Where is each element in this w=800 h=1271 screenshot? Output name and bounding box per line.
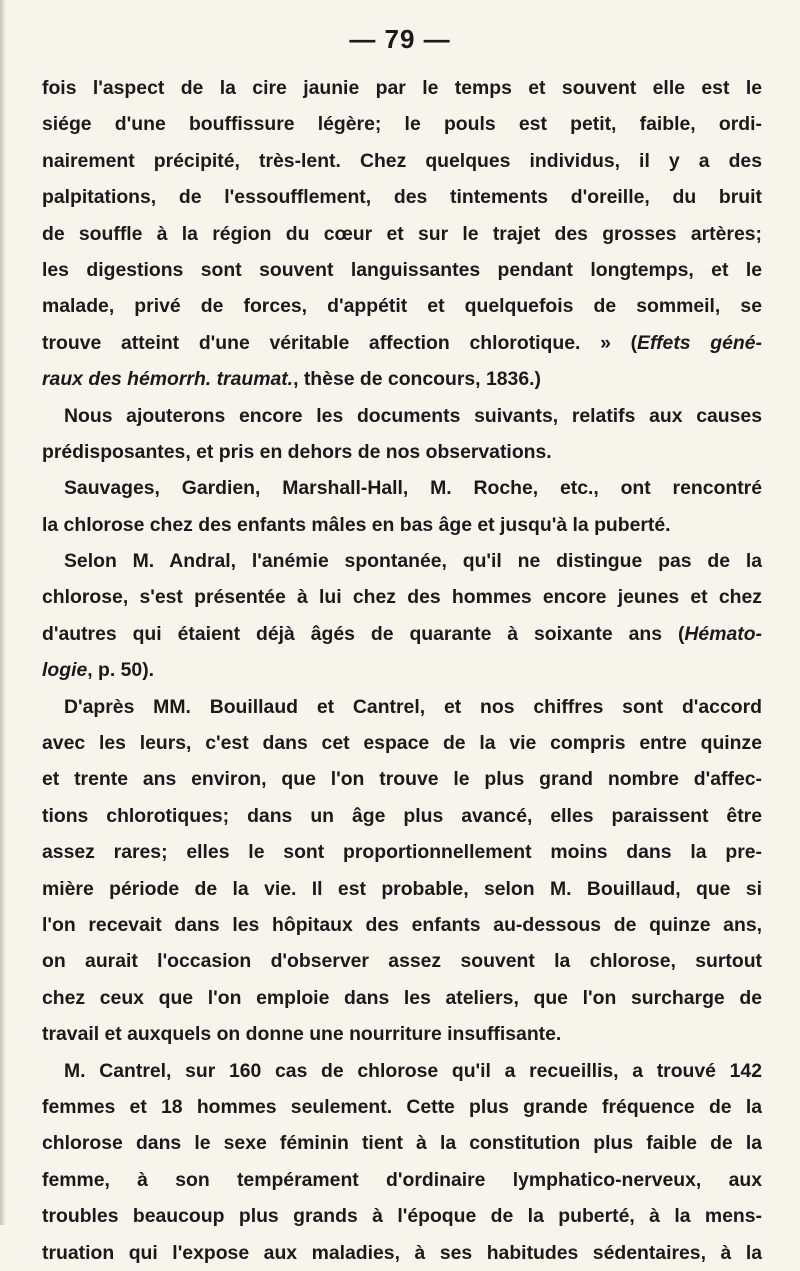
text-segment: nairement précipité, très-lent. Chez quelques individus, il y a des (42, 149, 762, 172)
text-segment: chlorose dans le sexe féminin tient à la constitution plus faible de la (42, 1132, 762, 1155)
text-line (42, 725, 762, 761)
text-segment: les digestions sont souvent languissantes pendant longtemps, et le (42, 258, 762, 281)
text-segment: fois l'aspect de la cire jaunie par le temps et souvent elle est le (42, 77, 762, 99)
text-line (42, 761, 762, 797)
text-line (42, 470, 762, 506)
text-segment: Nous ajouterons encore les documents suivants, relatifs aux causes (64, 404, 762, 427)
text-line (42, 252, 762, 288)
text-line (42, 1089, 762, 1125)
text-segment: chlorose, s'est présentée à lui chez des hommes encore jeunes et chez (42, 586, 762, 609)
text-line (42, 216, 762, 252)
italic-text: logie (42, 659, 88, 682)
text-line (42, 106, 762, 142)
text-line (42, 179, 762, 215)
text-segment: D'après MM. Bouillaud et Cantrel, et nos chiffres sont d'accord (64, 695, 762, 718)
text-line (42, 1125, 762, 1161)
text-segment: assez rares; elles le sont proportionnellement moins dans la pre- (42, 841, 762, 864)
text-line (42, 871, 762, 907)
text-segment: trouve atteint d'une véritable affection chlorotique. » ( (42, 331, 638, 354)
text-line (42, 1198, 762, 1234)
text-segment: mière période de la vie. Il est probable, selon M. Bouillaud, que si (42, 877, 762, 900)
text-line (42, 798, 762, 834)
text-segment: femmes et 18 hommes seulement. Cette plus grande fréquence de la (42, 1095, 762, 1118)
text-line (42, 325, 762, 361)
text-segment: et trente ans environ, que l'on trouve le plus grand nombre d'affec- (42, 768, 762, 791)
text-line (42, 1162, 762, 1198)
text-segment: travail et auxquels on donne une nourriture insuffisante. (42, 1023, 562, 1046)
text-line (42, 70, 762, 106)
text-segment: palpitations, de l'essoufflement, des tintements d'oreille, du bruit (42, 186, 762, 209)
text-line (42, 652, 762, 688)
text-segment: l'on recevait dans les hôpitaux des enfants au-dessous de quinze ans, (42, 913, 762, 936)
text-line (42, 943, 762, 979)
text-line (42, 143, 762, 179)
text-line (42, 434, 762, 470)
text-body (42, 70, 762, 1271)
text-segment: siége d'une bouffissure légère; le pouls est petit, faible, ordi- (42, 113, 762, 136)
text-line (42, 507, 762, 543)
italic-text: raux des hémorrh. traumat. (42, 368, 294, 391)
page-number: — 79 — (349, 24, 451, 54)
text-line (42, 398, 762, 434)
text-segment: femme, à son tempérament d'ordinaire lymphatico-nerveux, aux (42, 1168, 762, 1191)
text-segment: on aurait l'occasion d'observer assez souvent la chlorose, surtout (42, 950, 762, 973)
text-segment: Selon M. Andral, l'anémie spontanée, qu'il ne distingue pas de la (64, 550, 762, 573)
text-line (42, 288, 762, 324)
text-line (42, 907, 762, 943)
text-segment: Sauvages, Gardien, Marshall-Hall, M. Roche, etc., ont rencontré (64, 477, 762, 500)
text-segment: chez ceux que l'on emploie dans les ateliers, que l'on surcharge de (42, 986, 762, 1009)
text-segment: prédisposantes, et pris en dehors de nos observations. (42, 440, 552, 463)
italic-text: Hémato- (684, 622, 762, 645)
text-segment: , thèse de concours, 1836.) (293, 368, 541, 391)
text-line (42, 579, 762, 615)
text-line (42, 361, 762, 397)
text-line (42, 980, 762, 1016)
text-line (42, 1235, 762, 1271)
text-line (42, 689, 762, 725)
page-edge-shadow (0, 0, 6, 1225)
text-segment: d'autres qui étaient déjà âgés de quarante à soixante ans ( (42, 622, 685, 645)
text-segment: troubles beaucoup plus grands à l'époque de la puberté, à la mens- (42, 1205, 762, 1228)
text-line (42, 1016, 762, 1052)
text-segment: la chlorose chez des enfants mâles en bas âge et jusqu'à la puberté. (42, 513, 671, 536)
italic-text: Effets géné- (637, 331, 762, 354)
text-line (42, 834, 762, 870)
text-segment: truation qui l'expose aux maladies, à ses habitudes sédentaires, à la (42, 1241, 762, 1264)
text-segment: de souffle à la région du cœur et sur le trajet des grosses artères; (42, 222, 762, 245)
text-segment: avec les leurs, c'est dans cet espace de la vie compris entre quinze (42, 732, 762, 755)
text-segment: M. Cantrel, sur 160 cas de chlorose qu'il a recueillis, a trouvé 142 (64, 1059, 762, 1082)
text-line (42, 616, 762, 652)
text-segment: malade, privé de forces, d'appétit et quelquefois de sommeil, se (42, 295, 762, 318)
text-segment: tions chlorotiques; dans un âge plus avancé, elles paraissent être (42, 804, 762, 827)
text-segment: , p. 50). (87, 659, 155, 682)
text-line (42, 1053, 762, 1089)
text-line (42, 543, 762, 579)
